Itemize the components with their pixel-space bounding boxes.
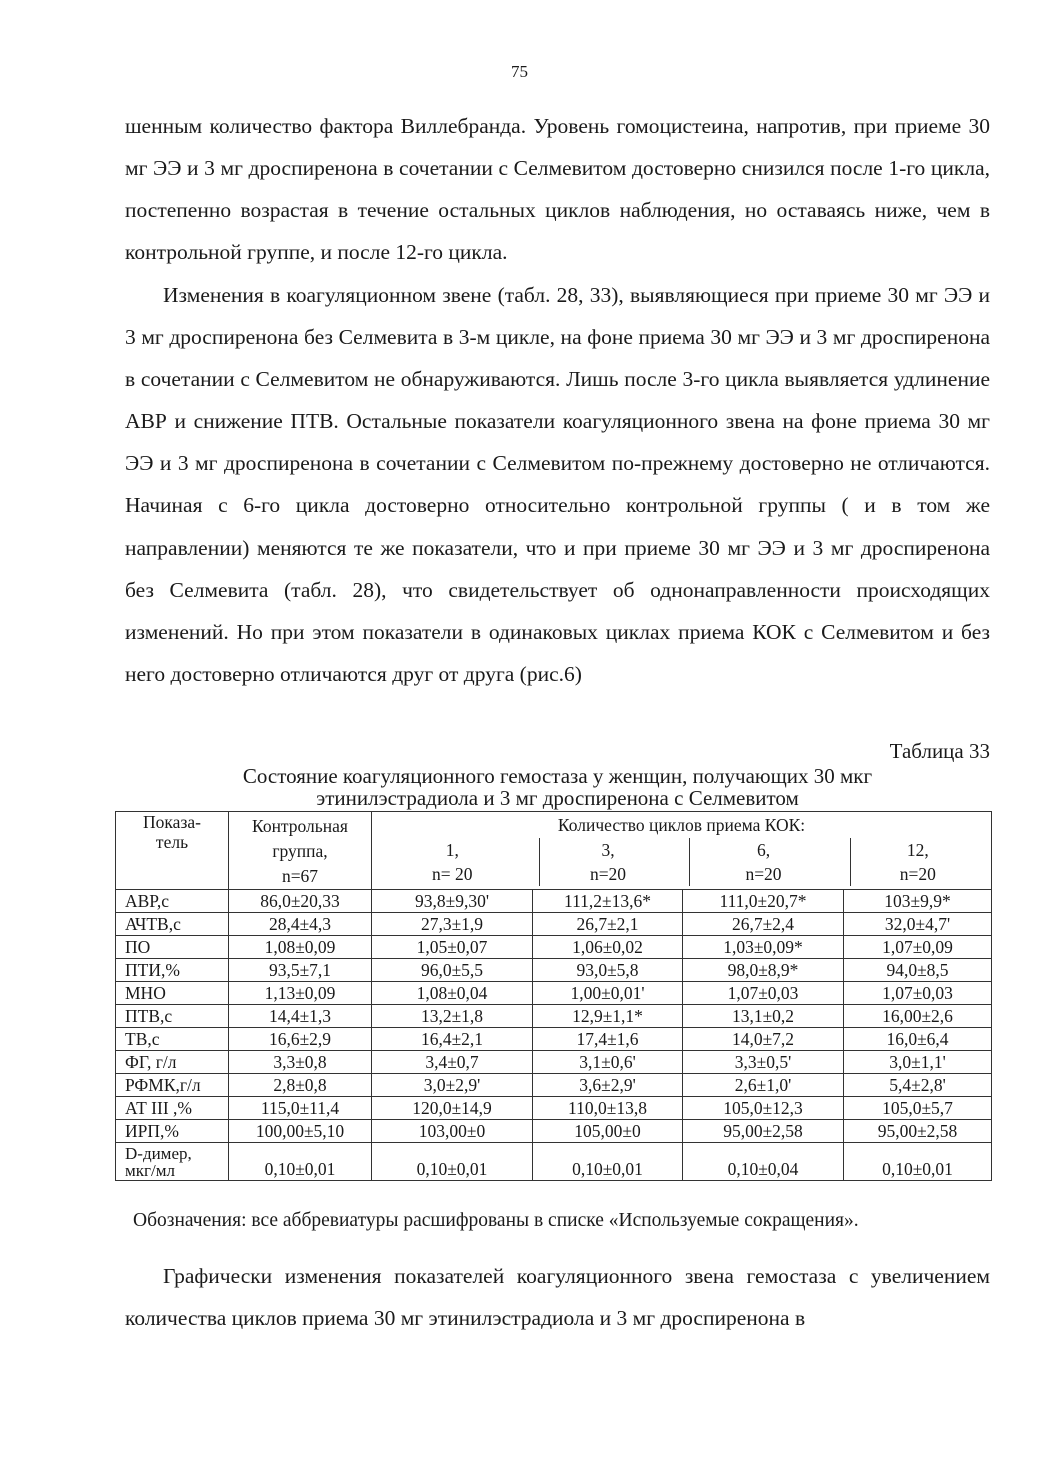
header-cycle-3-n: n=20 xyxy=(589,863,627,884)
table-cell: 103±9,9* xyxy=(844,890,992,913)
table-cell: 3,0±1,1' xyxy=(844,1051,992,1074)
header-cycle-12-box xyxy=(850,838,986,886)
table-row xyxy=(116,982,992,1005)
header-control-line-2: группа, xyxy=(272,841,328,861)
table-cell: 16,00±2,6 xyxy=(844,1005,992,1028)
table-row xyxy=(116,1028,992,1051)
table-cell: 26,7±2,4 xyxy=(683,913,844,936)
row-label: АВР,с xyxy=(116,890,229,913)
row-label: ФГ, г/л xyxy=(116,1051,229,1074)
page-number: 75 xyxy=(511,62,528,81)
coagulation-table xyxy=(115,811,992,1181)
row-label: ПО xyxy=(116,936,229,959)
row-label: РФМК,г/л xyxy=(116,1074,229,1097)
table-notes: Обозначения: все аббревиатуры расшифрованы в списке «Используемые сокращения». xyxy=(133,1210,859,1231)
table-row xyxy=(116,1120,992,1143)
table-cell: 1,08±0,04 xyxy=(372,982,533,1005)
table-cell: 13,1±0,2 xyxy=(683,1005,844,1028)
table-cell: 1,06±0,02 xyxy=(533,936,683,959)
table-cell: 3,3±0,5' xyxy=(683,1051,844,1074)
table-cell: 100,00±5,10 xyxy=(229,1120,372,1143)
row-label: ИРП,% xyxy=(116,1120,229,1143)
table-cell: 96,0±5,5 xyxy=(372,959,533,982)
table-cell: 0,10±0,01 xyxy=(844,1143,992,1181)
header-cycles-title: Количество циклов приема КОК: xyxy=(372,812,992,838)
table-cell: 3,3±0,8 xyxy=(229,1051,372,1074)
table-title xyxy=(125,765,990,809)
table-cell: 1,07±0,09 xyxy=(844,936,992,959)
table-row xyxy=(116,1005,992,1028)
header-control-group xyxy=(229,812,372,890)
table-cell: 98,0±8,9* xyxy=(683,959,844,982)
table-cell: 2,6±1,0' xyxy=(683,1074,844,1097)
table-cell: 95,00±2,58 xyxy=(683,1120,844,1143)
table-header-row-1 xyxy=(116,812,992,838)
table-body xyxy=(116,890,992,1143)
row-label: ПТВ,с xyxy=(116,1005,229,1028)
table-cell: 3,6±2,9' xyxy=(533,1074,683,1097)
table-row xyxy=(116,890,992,913)
table-cell: 14,0±7,2 xyxy=(683,1028,844,1051)
table-title-line-2: этинилэстрадиола и 3 мг дроспиренона с Селмевитом xyxy=(316,786,799,810)
header-cycle-12-label: 12, xyxy=(906,839,929,860)
row-label: ПТИ,% xyxy=(116,959,229,982)
table-cell: 115,0±11,4 xyxy=(229,1097,372,1120)
table-cell: 5,4±2,8' xyxy=(844,1074,992,1097)
table-cell: 0,10±0,01 xyxy=(533,1143,683,1181)
table-row xyxy=(116,1097,992,1120)
table-cell: 94,0±8,5 xyxy=(844,959,992,982)
table-cell: 1,13±0,09 xyxy=(229,982,372,1005)
table-cell: 103,00±0 xyxy=(372,1120,533,1143)
table-row xyxy=(116,1074,992,1097)
table-cell: 1,00±0,01' xyxy=(533,982,683,1005)
table-row-d-dimer xyxy=(116,1143,992,1181)
header-cycle-6 xyxy=(683,838,844,890)
table-cell: 3,1±0,6' xyxy=(533,1051,683,1074)
table-row xyxy=(116,936,992,959)
table-row xyxy=(116,959,992,982)
paragraph-2: Изменения в коагуляционном звене (табл. 28, 33), выявляющиеся при приеме 30 мг ЭЭ и 3 мг дроспиренона без Селмевита в 3-м цикле, на фоне приема 30 мг ЭЭ и 3 мг дроспиренона в сочетании с Селмевитом не обнаруживаются. Лишь после 3-го цикла выявляется удлинение АВР и снижение ПТВ. Остальные показатели коагуляционного звена на фоне приема 30 мг ЭЭ и 3 мг дроспиренона в сочетании с Селмевитом по-прежнему достоверно не отличаются. Начиная с 6-го цикла достоверно относительно контрольной группы ( и в том же направлении) меняются те же показатели, что и при приеме 30 мг ЭЭ и 3 мг дроспиренона без Селмевита (табл. 28), что свидетельствует об однонаправленности происходящих изменений. Но при этом показатели в одинаковых циклах приема КОК с Селмевитом и без него достоверно отличаются друг от друга (рис.6) xyxy=(125,283,990,686)
table-cell: 0,10±0,01 xyxy=(229,1143,372,1181)
table-cell: 2,8±0,8 xyxy=(229,1074,372,1097)
table-cell: 1,08±0,09 xyxy=(229,936,372,959)
table-cell: 1,05±0,07 xyxy=(372,936,533,959)
table-row xyxy=(116,913,992,936)
table-cell: 105,0±12,3 xyxy=(683,1097,844,1120)
header-cycle-1-label: 1, xyxy=(445,839,459,860)
header-cycle-6-n: n=20 xyxy=(745,863,782,884)
table-cell: 13,2±1,8 xyxy=(372,1005,533,1028)
table-cell: 1,07±0,03 xyxy=(844,982,992,1005)
table-cell: 17,4±1,6 xyxy=(533,1028,683,1051)
table-cell: 0,10±0,04 xyxy=(683,1143,844,1181)
header-indicator xyxy=(116,812,229,890)
table-cell: 120,0±14,9 xyxy=(372,1097,533,1120)
row-label-d-dimer xyxy=(116,1143,229,1181)
header-cycle-6-box xyxy=(689,838,838,886)
table-cell: 27,3±1,9 xyxy=(372,913,533,936)
header-control-line-1: Контрольная xyxy=(252,816,348,836)
header-cycle-3 xyxy=(533,838,683,890)
header-cycle-1 xyxy=(372,838,533,890)
header-control-line-3: n=67 xyxy=(281,866,319,886)
row-label-d-dimer-line-2: мкг/мл xyxy=(125,1160,175,1180)
paragraph-3: Графически изменения показателей коагуляционного звена гемостаза с увеличением количества циклов приема 30 мг этинилэстрадиола и 3 мг дроспиренона в xyxy=(125,1264,990,1331)
row-label-d-dimer-line-1: D-димер, xyxy=(125,1143,192,1163)
row-label: АТ III ,% xyxy=(116,1097,229,1120)
table-cell: 28,4±4,3 xyxy=(229,913,372,936)
table-cell: 1,03±0,09* xyxy=(683,936,844,959)
table-cell: 26,7±2,1 xyxy=(533,913,683,936)
table-cell: 12,9±1,1* xyxy=(533,1005,683,1028)
row-label: АЧТВ,с xyxy=(116,913,229,936)
table-cell: 1,07±0,03 xyxy=(683,982,844,1005)
table-cell: 86,0±20,33 xyxy=(229,890,372,913)
table-cell: 111,0±20,7* xyxy=(683,890,844,913)
table-title-line-1: Состояние коагуляционного гемостаза у женщин, получающих 30 мкг xyxy=(242,764,873,788)
table-cell: 14,4±1,3 xyxy=(229,1005,372,1028)
table-cell: 93,8±9,30' xyxy=(372,890,533,913)
row-label: МНО xyxy=(116,982,229,1005)
header-cycle-6-label: 6, xyxy=(756,839,771,860)
row-label: ТВ,с xyxy=(116,1028,229,1051)
table-label: Таблица 33 xyxy=(889,739,990,763)
table-cell: 105,00±0 xyxy=(533,1120,683,1143)
table-cell: 110,0±13,8 xyxy=(533,1097,683,1120)
table-cell: 32,0±4,7' xyxy=(844,913,992,936)
header-cycle-12 xyxy=(844,838,992,890)
table-cell: 16,4±2,1 xyxy=(372,1028,533,1051)
header-cycle-12-n: n=20 xyxy=(899,863,936,884)
table-cell: 93,0±5,8 xyxy=(533,959,683,982)
table-cell: 111,2±13,6* xyxy=(533,890,683,913)
table-cell: 105,0±5,7 xyxy=(844,1097,992,1120)
table-cell: 16,6±2,9 xyxy=(229,1028,372,1051)
header-cycle-3-box xyxy=(539,838,677,886)
header-cycle-1-n: n= 20 xyxy=(432,863,473,884)
header-indicator-line-1: Показа- xyxy=(143,812,201,832)
table-cell: 3,4±0,7 xyxy=(372,1051,533,1074)
paragraph-1: шенным количество фактора Виллебранда. Уровень гомоцистеина, напротив, при приеме 30 мг ЭЭ и 3 мг дроспиренона в сочетании с Селмевитом достоверно снизился после 1-го цикла, постепенно возрастая в течение остальных циклов наблюдения, но оставаясь ниже, чем в контрольной группе, и после 12-го цикла. xyxy=(125,114,990,265)
table-cell: 0,10±0,01 xyxy=(372,1143,533,1181)
table-cell: 93,5±7,1 xyxy=(229,959,372,982)
header-cycle-3-label: 3, xyxy=(601,839,615,860)
table-cell: 3,0±2,9' xyxy=(372,1074,533,1097)
table-cell: 95,00±2,58 xyxy=(844,1120,992,1143)
header-indicator-line-2: тель xyxy=(155,832,189,852)
table-row xyxy=(116,1051,992,1074)
table-cell: 16,0±6,4 xyxy=(844,1028,992,1051)
